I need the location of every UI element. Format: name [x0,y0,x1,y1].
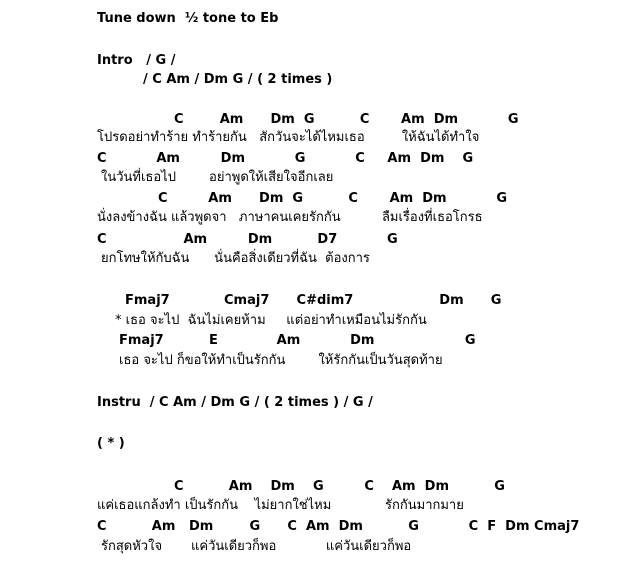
lyric-line: นั่งลงข้างฉัน แล้วพูดจา ภาษาคนเคยรักกัน ลืมเรื่องที่เธอโกรธ [97,210,483,225]
chord-line: C Am Dm G C Am Dm G [158,191,508,206]
tuning-note: Tune down ½ tone to Eb [97,11,279,26]
chord-line: C Am Dm G C Am Dm G [97,151,474,166]
chord-line: C Am Dm G C Am Dm G C F Dm Cmaj7 [97,519,580,534]
lyric-line: โปรดอย่าทำร้าย ทำร้ายกัน สักวันจะได้ไหมเธอ ให้ฉันได้ทำใจ [97,130,480,145]
lyric-line: * เธอ จะไป ฉันไม่เคยห้าม แต่อย่าทำเหมือนไม่รักกัน [115,313,427,328]
chord-line: C Am Dm G C Am Dm G [174,112,519,127]
instrumental-section: Instru / C Am / Dm G / ( 2 times ) / G / [97,395,373,410]
intro-sequence: / C Am / Dm G / ( 2 times ) [143,72,333,87]
intro-label: Intro / G / [97,53,176,68]
chord-line: C Am Dm G C Am Dm G [174,479,505,494]
lyric-line: แค่เธอแกล้งทำ เป็นรักกัน ไม่ยากใช่ไหม รักกันมากมาย [97,498,464,513]
lyric-line: รักสุดหัวใจ แค่วันเดียวก็พอ แค่วันเดียวก็พอ [101,539,412,554]
chord-line: Fmaj7 Cmaj7 C#dim7 Dm G [125,293,502,308]
repeat-marker: ( * ) [97,436,125,451]
lyric-line: เธอ จะไป ก็ขอให้ทำเป็นรักกัน ให้รักกันเป็นวันสุดท้าย [119,353,443,368]
chord-line: Fmaj7 E Am Dm G [119,333,476,348]
lyric-line: ในวันที่เธอไป อย่าพูดให้เสียใจอีกเลย [101,170,334,185]
chord-line: C Am Dm D7 G [97,232,398,247]
lyric-line: ยกโทษให้กับฉัน นั่นคือสิ่งเดียวที่ฉัน ต้องการ [101,251,370,266]
